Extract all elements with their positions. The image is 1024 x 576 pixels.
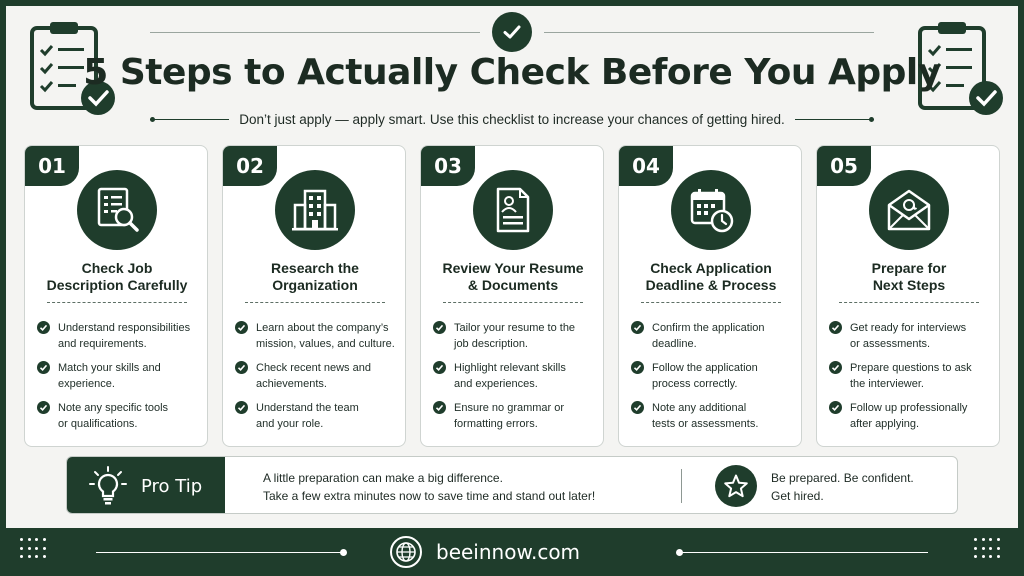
step-bullets xyxy=(235,320,403,440)
check-icon xyxy=(235,321,248,334)
resume-icon xyxy=(473,170,553,250)
check-icon xyxy=(829,321,842,334)
check-icon xyxy=(433,401,446,414)
header-rule-left xyxy=(150,32,480,33)
check-icon xyxy=(235,361,248,374)
list-item: Ensure no grammar or formatting errors. xyxy=(433,400,601,432)
list-item: Note any additional tests or assessments. xyxy=(631,400,799,432)
pro-tip-closing: Be prepared. Be confident. Get hired. xyxy=(771,471,914,503)
check-icon xyxy=(631,321,644,334)
check-icon xyxy=(37,361,50,374)
title-separator xyxy=(245,302,385,303)
list-item: Prepare questions to ask the interviewer. xyxy=(829,360,997,392)
step-card-3 xyxy=(420,145,604,447)
step-card-4 xyxy=(618,145,802,447)
subtitle-rule-right xyxy=(795,119,874,120)
step-title: Research the Organization xyxy=(271,260,359,293)
calendar-clock-icon xyxy=(671,170,751,250)
subtitle-row xyxy=(150,110,874,128)
title-separator xyxy=(641,302,781,303)
footer-rule-left xyxy=(96,552,344,553)
step-title: Check Application Deadline & Process xyxy=(645,260,777,293)
website-link[interactable]: beeinnow.com xyxy=(436,540,581,564)
step-number: 05 xyxy=(817,146,871,186)
list-item: Follow up professionally after applying. xyxy=(829,400,997,432)
check-icon xyxy=(631,401,644,414)
page-subtitle: Don’t just apply — apply smart. Use this checklist to increase your chances of getting hired. xyxy=(239,111,785,127)
building-icon xyxy=(275,170,355,250)
footer-bar xyxy=(0,528,1024,576)
star-icon xyxy=(715,465,757,507)
list-item: Match your skills and experience. xyxy=(37,360,205,392)
step-title: Prepare for Next Steps xyxy=(871,260,947,293)
check-icon xyxy=(37,401,50,414)
footer-site xyxy=(390,536,580,568)
step-bullets xyxy=(631,320,799,440)
list-item: Understand responsibilities and requirements. xyxy=(37,320,205,352)
globe-icon xyxy=(390,536,422,568)
step-card-1 xyxy=(24,145,208,447)
step-number: 03 xyxy=(421,146,475,186)
pro-tip-label: Pro Tip xyxy=(141,475,203,497)
title-separator xyxy=(47,302,187,303)
header-rule-right xyxy=(544,32,874,33)
list-item: Follow the application process correctly. xyxy=(631,360,799,392)
title-separator xyxy=(443,302,583,303)
step-card-2 xyxy=(222,145,406,447)
pro-tip-banner xyxy=(66,456,958,514)
step-bullets xyxy=(433,320,601,440)
step-card-5 xyxy=(816,145,1000,447)
document-search-icon xyxy=(77,170,157,250)
list-item: Learn about the company’s mission, values, and culture. xyxy=(235,320,403,352)
check-icon xyxy=(829,401,842,414)
footer-dot-left xyxy=(340,549,347,556)
pro-tip-text: A little preparation can make a big difference. Take a few extra minutes now to save time and stand out later! xyxy=(263,471,596,503)
dot-pattern-right xyxy=(974,538,1004,564)
list-item: Understand the team and your role. xyxy=(235,400,403,432)
pro-tip-header xyxy=(67,457,225,514)
step-title: Check Job Description Carefully xyxy=(46,260,188,293)
step-number: 02 xyxy=(223,146,277,186)
list-item: Confirm the application deadline. xyxy=(631,320,799,352)
steps-grid xyxy=(24,145,1000,447)
step-bullets xyxy=(829,320,997,440)
step-bullets xyxy=(37,320,205,440)
title-separator xyxy=(839,302,979,303)
step-title: Review Your Resume & Documents xyxy=(442,260,584,293)
list-item: Get ready for interviews or assessments. xyxy=(829,320,997,352)
list-item: Note any specific tools or qualifications. xyxy=(37,400,205,432)
check-icon xyxy=(433,361,446,374)
lightbulb-icon xyxy=(89,466,127,506)
list-item: Check recent news and achievements. xyxy=(235,360,403,392)
email-icon xyxy=(869,170,949,250)
check-icon xyxy=(631,361,644,374)
subtitle-rule-left xyxy=(150,119,229,120)
check-icon xyxy=(37,321,50,334)
footer-rule-right xyxy=(680,552,928,553)
step-number: 04 xyxy=(619,146,673,186)
check-icon xyxy=(235,401,248,414)
page-title: 5 Steps to Actually Check Before You Apply xyxy=(83,52,941,93)
check-icon xyxy=(433,321,446,334)
dot-pattern-left xyxy=(20,538,50,564)
checkmark-badge-icon xyxy=(492,12,532,52)
list-item: Tailor your resume to the job description. xyxy=(433,320,601,352)
pro-tip-divider xyxy=(681,469,682,503)
list-item: Highlight relevant skills and experiences. xyxy=(433,360,601,392)
step-number: 01 xyxy=(25,146,79,186)
check-icon xyxy=(829,361,842,374)
